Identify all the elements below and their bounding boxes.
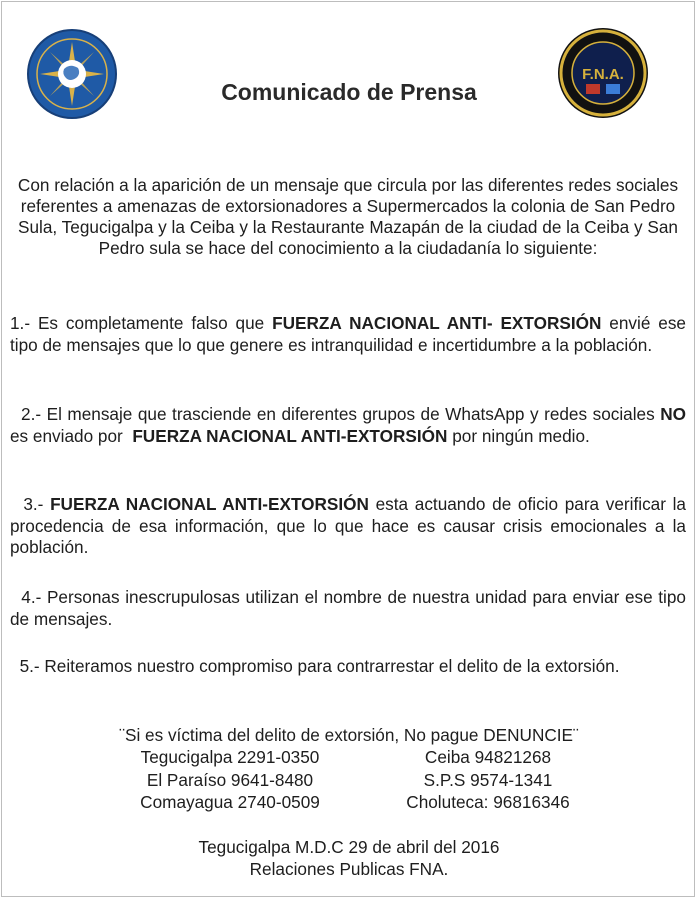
point-5-text: 5.- Reiteramos nuestro compromiso para contrarrestar el delito de la extorsión. [10,656,620,676]
point-2-suffix: por ningún medio. [447,425,590,446]
point-1 [10,313,686,356]
point-2-middle: es enviado por [10,404,691,446]
contact-tegucigalpa: Tegucigalpa 2291-0350 [140,747,320,767]
intro-paragraph: Con relación a la aparición de un mensaje que circula por las diferentes redes sociales referentes a amenazas de extorsionadores a Supermercados la colonia de San Pedro Sula, Tegucigalpa y la Ceiba y la Restaurante Mazapán de la ciudad de la Ceiba y San Pedro sula se hace del conocimiento a la ciudadanía lo siguiente: [17,175,679,258]
contact-choluteca: Choluteca: 96816346 [406,792,570,812]
contact-el-paraiso: El Paraíso 9641-8480 [146,769,314,790]
point-1-suffix: envié ese tipo de mensajes que lo que genere es intranquilidad e incertidumbre a la población. [10,313,686,355]
point-2 [10,404,691,447]
point-2-bold: NO [660,404,686,424]
contact-row [0,769,698,792]
contact-list [0,746,698,814]
contact-ceiba: Ceiba 94821268 [424,747,552,767]
contact-comayagua: Comayagua 2740-0509 [140,792,320,812]
contact-sps: S.P.S 9574-1341 [423,769,553,790]
signature: Relaciones Publicas FNA. [249,859,449,879]
fna-logo-text: F.N.A. [582,66,624,83]
right-fna-logo [556,26,650,120]
point-5 [10,656,686,678]
point-3 [10,494,686,559]
contact-row [0,791,698,814]
point-2-prefix: 2.- El mensaje que trasciende en diferentes grupos de WhatsApp y redes sociales [10,404,661,424]
slogan: ¨Si es víctima del delito de extorsión, No pague DENUNCIE¨ [119,725,579,745]
left-emblem-logo [26,28,118,120]
point-1-prefix: 1.- Es completamente falso que [10,313,273,333]
page-title: Comunicado de Prensa [221,79,477,105]
point-3-prefix: 3.- [10,494,51,514]
contact-row [0,746,698,769]
point-1-bold: FUERZA NACIONAL ANTI- EXTORSIÓN [272,313,602,333]
point-3-suffix: esta actuando de oficio para verificar la procedencia de esa información, que lo que hace es causar crisis emocionales a la población. [10,494,686,557]
point-4-text: 4.- Personas inescrupulosas utilizan el nombre de nuestra unidad para enviar ese tipo de mensajes. [10,587,691,629]
place-date: Tegucigalpa M.D.C 29 de abril del 2016 [198,837,500,857]
point-4 [10,587,691,630]
footer [0,836,698,880]
point-3-bold: FUERZA NACIONAL ANTI-EXTORSIÓN [50,494,369,514]
point-2-bold-2: FUERZA NACIONAL ANTI-EXTORSIÓN [132,425,448,446]
